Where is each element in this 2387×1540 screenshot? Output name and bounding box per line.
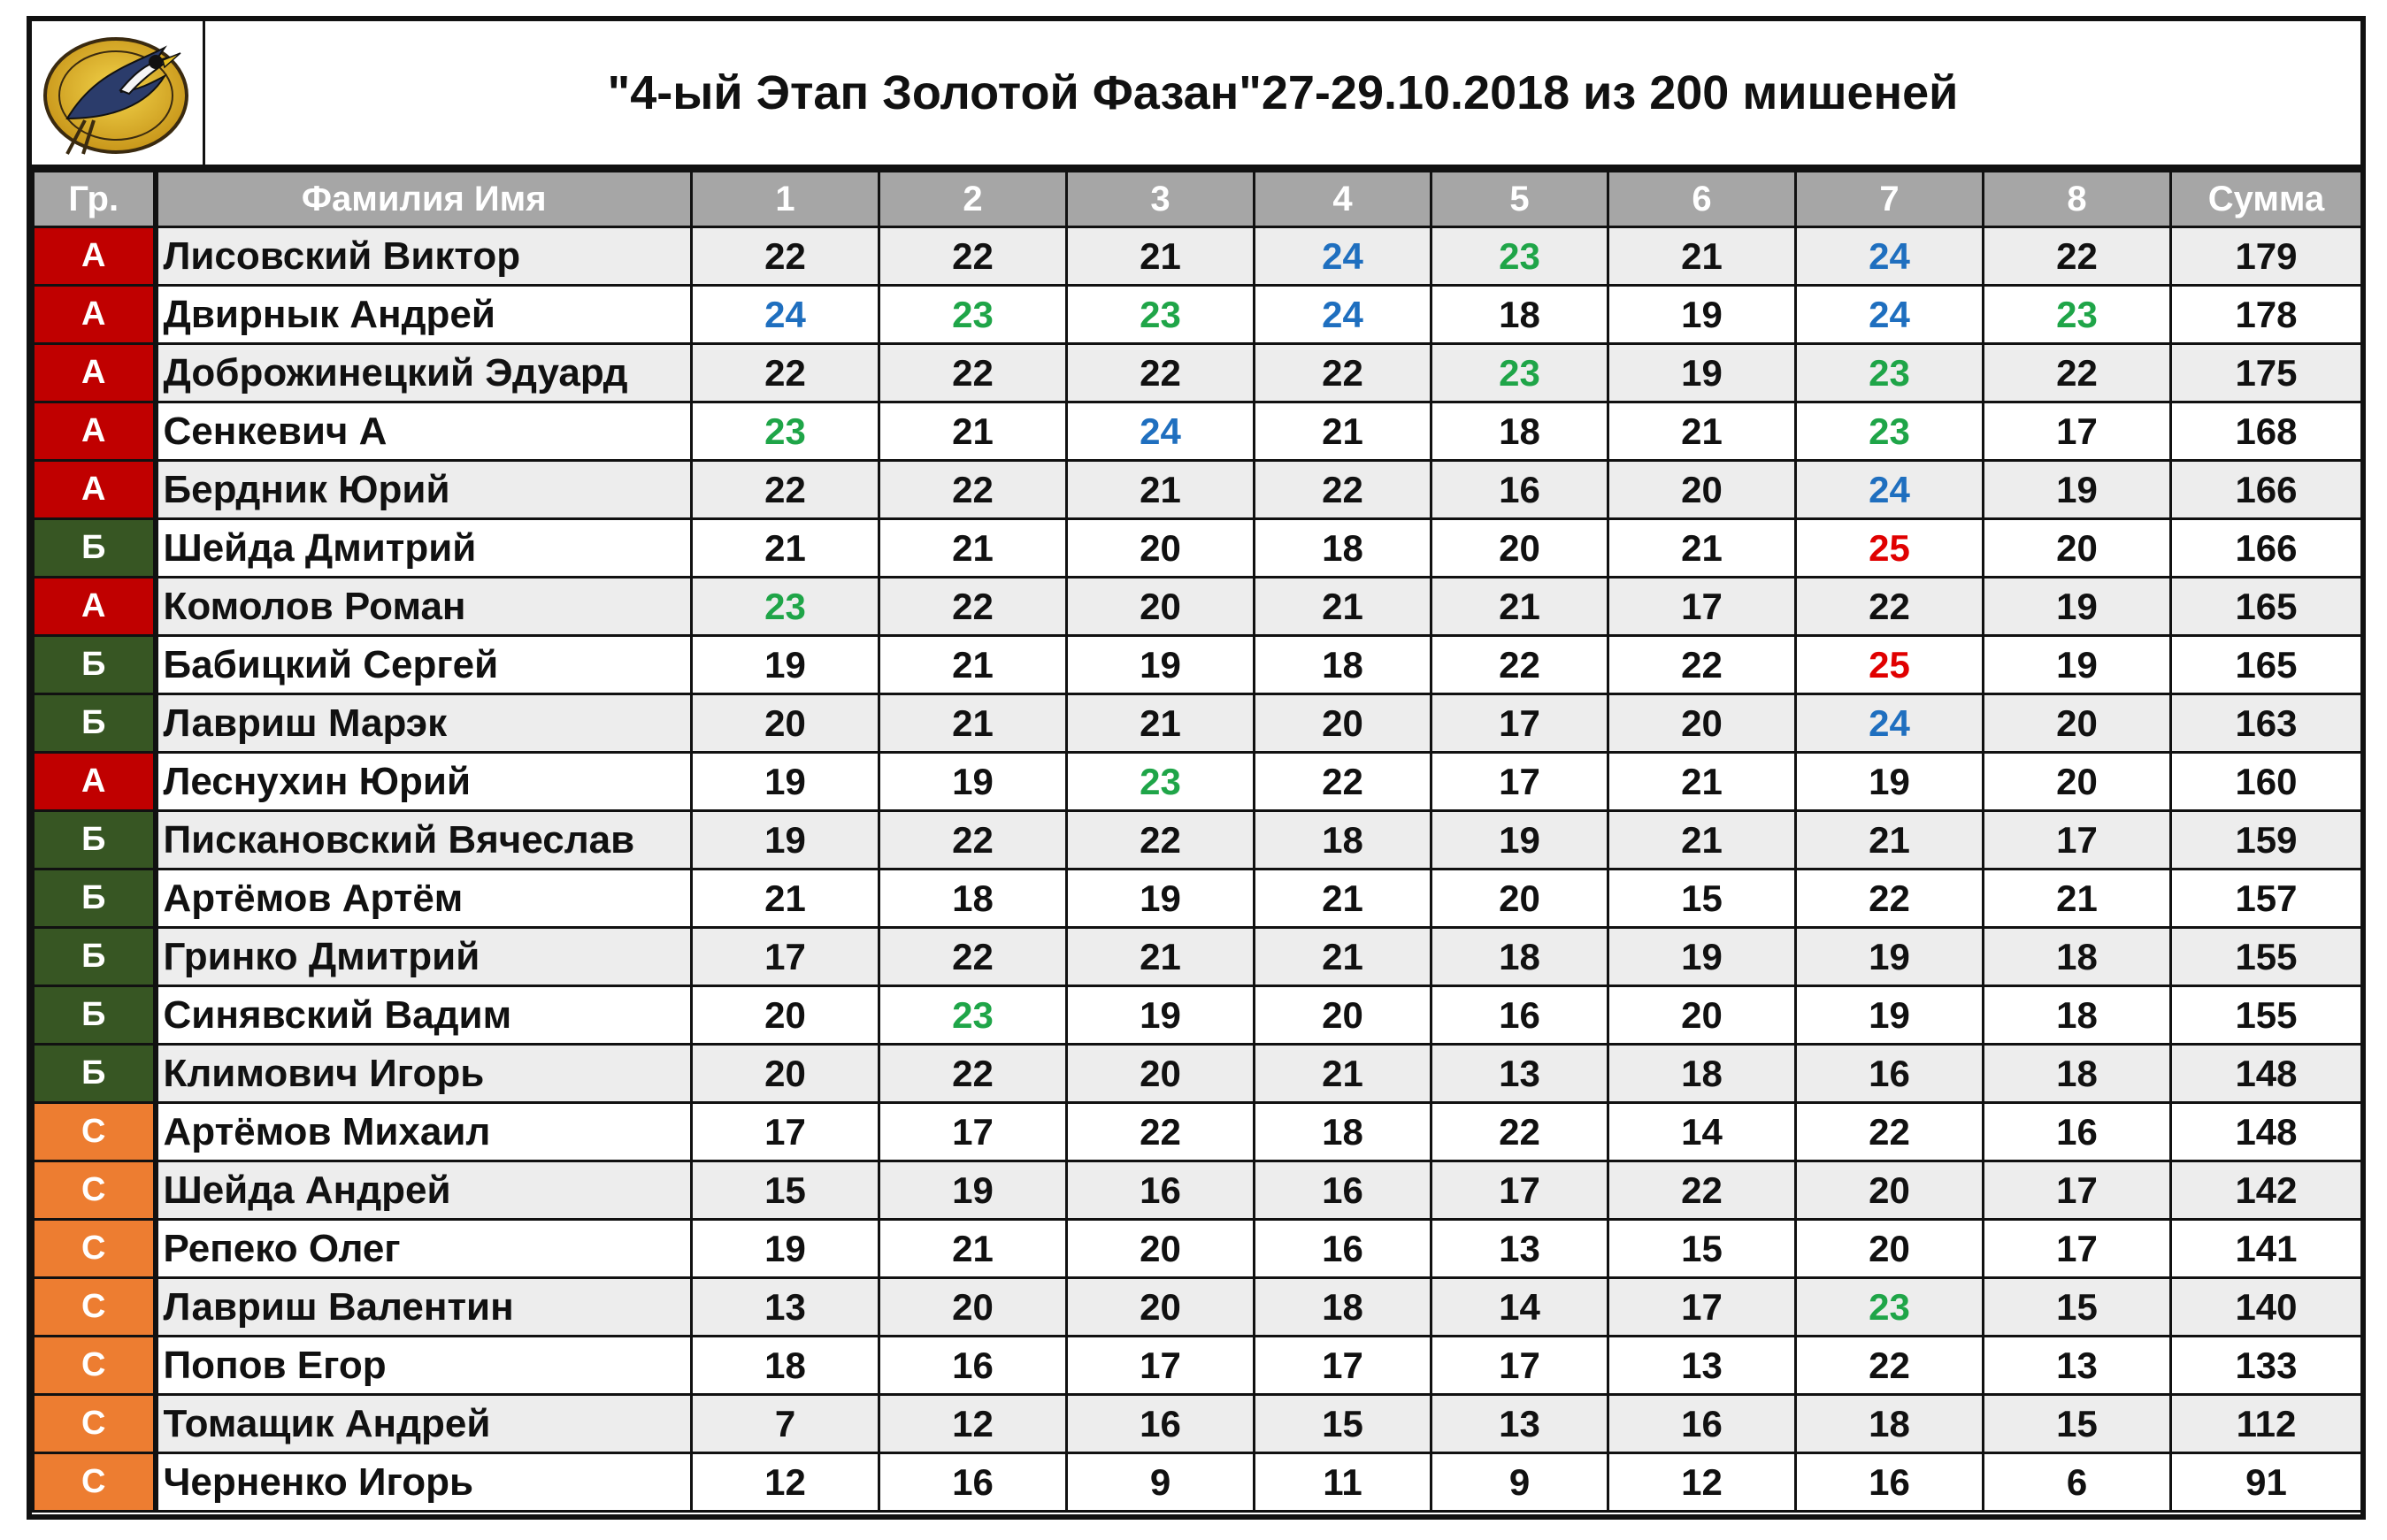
shooter-name: Артёмов Артём — [156, 870, 692, 928]
group-badge: А — [34, 578, 156, 636]
total-cell: 179 — [2171, 227, 2362, 286]
total-cell: 91 — [2171, 1453, 2362, 1512]
score-cell: 20 — [1067, 578, 1255, 636]
score-cell: 20 — [1431, 519, 1608, 578]
score-cell: 20 — [1608, 986, 1796, 1045]
total-cell: 155 — [2171, 928, 2362, 986]
score-cell: 22 — [692, 227, 879, 286]
score-cell: 18 — [1255, 1103, 1431, 1161]
score-cell: 18 — [1431, 286, 1608, 344]
score-cell: 20 — [1796, 1161, 1984, 1220]
group-badge: С — [34, 1453, 156, 1512]
score-cell: 24 — [1255, 286, 1431, 344]
page-title: "4-ый Этап Золотой Фазан"27-29.10.2018 из 200 мишеней — [607, 66, 1959, 119]
score-cell: 20 — [1067, 1278, 1255, 1337]
shooter-name: Доброжинецкий Эдуард — [156, 344, 692, 402]
group-badge: С — [34, 1395, 156, 1453]
score-cell: 13 — [1608, 1337, 1796, 1395]
score-cell: 17 — [1984, 402, 2171, 461]
score-cell: 21 — [1608, 402, 1796, 461]
score-cell: 21 — [879, 636, 1067, 694]
shooter-name: Гринко Дмитрий — [156, 928, 692, 986]
table-row — [34, 928, 2362, 986]
results-table — [32, 170, 2363, 1513]
shooter-name: Комолов Роман — [156, 578, 692, 636]
score-cell: 24 — [1796, 694, 1984, 753]
total-cell: 168 — [2171, 402, 2362, 461]
score-cell: 17 — [1431, 1161, 1608, 1220]
score-cell: 21 — [1067, 928, 1255, 986]
shooter-name: Попов Егор — [156, 1337, 692, 1395]
group-badge: С — [34, 1103, 156, 1161]
score-cell: 20 — [1608, 461, 1796, 519]
score-cell: 20 — [879, 1278, 1067, 1337]
score-cell: 22 — [1984, 227, 2171, 286]
score-cell: 19 — [1796, 753, 1984, 811]
group-badge: С — [34, 1337, 156, 1395]
table-row — [34, 753, 2362, 811]
results-sheet — [27, 16, 2366, 1520]
table-row — [34, 227, 2362, 286]
total-cell: 159 — [2171, 811, 2362, 870]
score-cell: 18 — [1255, 519, 1431, 578]
total-cell: 178 — [2171, 286, 2362, 344]
score-cell: 22 — [1796, 1103, 1984, 1161]
group-badge: А — [34, 286, 156, 344]
shooter-name: Черненко Игорь — [156, 1453, 692, 1512]
score-cell: 16 — [1984, 1103, 2171, 1161]
score-cell: 15 — [1255, 1395, 1431, 1453]
score-cell: 18 — [1431, 928, 1608, 986]
score-cell: 21 — [692, 870, 879, 928]
score-cell: 24 — [1255, 227, 1431, 286]
score-cell: 13 — [1431, 1045, 1608, 1103]
score-cell: 19 — [692, 636, 879, 694]
score-cell: 18 — [879, 870, 1067, 928]
score-cell: 18 — [1255, 1278, 1431, 1337]
score-cell: 17 — [1984, 1220, 2171, 1278]
table-row — [34, 344, 2362, 402]
group-badge: А — [34, 402, 156, 461]
shooter-name: Лисовский Виктор — [156, 227, 692, 286]
table-row — [34, 811, 2362, 870]
score-cell: 13 — [1431, 1220, 1608, 1278]
group-badge: С — [34, 1278, 156, 1337]
group-badge: Б — [34, 1045, 156, 1103]
score-cell: 19 — [1608, 286, 1796, 344]
score-cell: 13 — [1431, 1395, 1608, 1453]
score-cell: 16 — [1796, 1453, 1984, 1512]
score-cell: 22 — [879, 1045, 1067, 1103]
score-cell: 13 — [1984, 1337, 2171, 1395]
score-cell: 24 — [1796, 461, 1984, 519]
score-cell: 18 — [1255, 636, 1431, 694]
score-cell: 23 — [879, 986, 1067, 1045]
score-cell: 17 — [692, 1103, 879, 1161]
score-cell: 16 — [879, 1453, 1067, 1512]
score-cell: 21 — [1255, 1045, 1431, 1103]
table-row — [34, 286, 2362, 344]
score-cell: 16 — [1255, 1220, 1431, 1278]
shooter-name: Бабицкий Сергей — [156, 636, 692, 694]
table-row — [34, 1278, 2362, 1337]
score-cell: 21 — [1431, 578, 1608, 636]
score-cell: 21 — [1255, 578, 1431, 636]
total-cell: 166 — [2171, 461, 2362, 519]
group-badge: Б — [34, 694, 156, 753]
header-group: Гр. — [34, 172, 156, 227]
score-cell: 22 — [1255, 461, 1431, 519]
score-cell: 16 — [879, 1337, 1067, 1395]
table-row — [34, 1453, 2362, 1512]
header-row — [34, 172, 2362, 227]
total-cell: 140 — [2171, 1278, 2362, 1337]
header-series-4: 4 — [1255, 172, 1431, 227]
total-cell: 141 — [2171, 1220, 2362, 1278]
score-cell: 12 — [692, 1453, 879, 1512]
shooter-name: Пискановский Вячеслав — [156, 811, 692, 870]
total-cell: 133 — [2171, 1337, 2362, 1395]
total-cell: 165 — [2171, 636, 2362, 694]
score-cell: 16 — [1431, 986, 1608, 1045]
score-cell: 18 — [1431, 402, 1608, 461]
score-cell: 18 — [1796, 1395, 1984, 1453]
score-cell: 21 — [1255, 870, 1431, 928]
score-cell: 19 — [1608, 928, 1796, 986]
score-cell: 16 — [1796, 1045, 1984, 1103]
header-series-5: 5 — [1431, 172, 1608, 227]
shooter-name: Сенкевич А — [156, 402, 692, 461]
table-row — [34, 402, 2362, 461]
total-cell: 163 — [2171, 694, 2362, 753]
score-cell: 12 — [1608, 1453, 1796, 1512]
shooter-name: Томащик Андрей — [156, 1395, 692, 1453]
score-cell: 21 — [1067, 694, 1255, 753]
score-cell: 20 — [1984, 753, 2171, 811]
score-cell: 20 — [1431, 870, 1608, 928]
score-cell: 22 — [879, 227, 1067, 286]
group-badge: Б — [34, 870, 156, 928]
score-cell: 18 — [1984, 1045, 2171, 1103]
header-series-1: 1 — [692, 172, 879, 227]
table-row — [34, 870, 2362, 928]
score-cell: 21 — [1067, 227, 1255, 286]
group-badge: Б — [34, 519, 156, 578]
score-cell: 7 — [692, 1395, 879, 1453]
score-cell: 23 — [1796, 402, 1984, 461]
group-badge: Б — [34, 928, 156, 986]
group-badge: Б — [34, 636, 156, 694]
score-cell: 21 — [1608, 519, 1796, 578]
logo-box — [32, 21, 205, 165]
score-cell: 19 — [692, 753, 879, 811]
score-cell: 20 — [1796, 1220, 1984, 1278]
score-cell: 15 — [1984, 1395, 2171, 1453]
score-cell: 17 — [1431, 1337, 1608, 1395]
score-cell: 23 — [1431, 227, 1608, 286]
score-cell: 16 — [1431, 461, 1608, 519]
score-cell: 20 — [1067, 519, 1255, 578]
score-cell: 21 — [879, 1220, 1067, 1278]
score-cell: 19 — [1067, 986, 1255, 1045]
score-cell: 21 — [1608, 811, 1796, 870]
score-cell: 17 — [692, 928, 879, 986]
score-cell: 22 — [1984, 344, 2171, 402]
table-row — [34, 1045, 2362, 1103]
score-cell: 21 — [692, 519, 879, 578]
score-cell: 16 — [1067, 1395, 1255, 1453]
score-cell: 20 — [1984, 694, 2171, 753]
score-cell: 19 — [692, 1220, 879, 1278]
score-cell: 15 — [1984, 1278, 2171, 1337]
group-badge: С — [34, 1161, 156, 1220]
score-cell: 22 — [1255, 753, 1431, 811]
score-cell: 23 — [1431, 344, 1608, 402]
score-cell: 17 — [1984, 811, 2171, 870]
score-cell: 25 — [1796, 519, 1984, 578]
results-body — [34, 227, 2362, 1512]
score-cell: 19 — [1796, 928, 1984, 986]
score-cell: 19 — [1431, 811, 1608, 870]
header-series-2: 2 — [879, 172, 1067, 227]
score-cell: 14 — [1608, 1103, 1796, 1161]
header-name: Фамилия Имя — [156, 172, 692, 227]
score-cell: 19 — [1984, 578, 2171, 636]
score-cell: 22 — [1067, 1103, 1255, 1161]
table-row — [34, 694, 2362, 753]
score-cell: 17 — [1984, 1161, 2171, 1220]
total-cell: 155 — [2171, 986, 2362, 1045]
score-cell: 19 — [1984, 461, 2171, 519]
score-cell: 22 — [1796, 1337, 1984, 1395]
score-cell: 19 — [692, 811, 879, 870]
table-row — [34, 1220, 2362, 1278]
score-cell: 22 — [1796, 578, 1984, 636]
score-cell: 23 — [1067, 286, 1255, 344]
score-cell: 22 — [692, 344, 879, 402]
score-cell: 22 — [1608, 636, 1796, 694]
score-cell: 21 — [1796, 811, 1984, 870]
score-cell: 15 — [1608, 1220, 1796, 1278]
score-cell: 19 — [1608, 344, 1796, 402]
total-cell: 112 — [2171, 1395, 2362, 1453]
score-cell: 23 — [692, 402, 879, 461]
score-cell: 6 — [1984, 1453, 2171, 1512]
score-cell: 17 — [1255, 1337, 1431, 1395]
score-cell: 16 — [1608, 1395, 1796, 1453]
score-cell: 24 — [1796, 286, 1984, 344]
score-cell: 23 — [1984, 286, 2171, 344]
shooter-name: Лавриш Валентин — [156, 1278, 692, 1337]
score-cell: 19 — [1984, 636, 2171, 694]
table-row — [34, 1337, 2362, 1395]
total-cell: 142 — [2171, 1161, 2362, 1220]
score-cell: 23 — [692, 578, 879, 636]
score-cell: 22 — [692, 461, 879, 519]
score-cell: 21 — [879, 519, 1067, 578]
score-cell: 15 — [1608, 870, 1796, 928]
header-series-6: 6 — [1608, 172, 1796, 227]
score-cell: 18 — [1608, 1045, 1796, 1103]
score-cell: 14 — [1431, 1278, 1608, 1337]
shooter-name: Климович Игорь — [156, 1045, 692, 1103]
header-total: Сумма — [2171, 172, 2362, 227]
header-series-8: 8 — [1984, 172, 2171, 227]
table-row — [34, 986, 2362, 1045]
score-cell: 22 — [1255, 344, 1431, 402]
score-cell: 20 — [692, 986, 879, 1045]
total-cell: 165 — [2171, 578, 2362, 636]
score-cell: 22 — [879, 578, 1067, 636]
score-cell: 25 — [1796, 636, 1984, 694]
score-cell: 23 — [1796, 1278, 1984, 1337]
group-badge: А — [34, 753, 156, 811]
score-cell: 20 — [1067, 1220, 1255, 1278]
total-cell: 148 — [2171, 1103, 2362, 1161]
shooter-name: Леснухин Юрий — [156, 753, 692, 811]
score-cell: 22 — [1796, 870, 1984, 928]
table-row — [34, 1395, 2362, 1453]
group-badge: Б — [34, 986, 156, 1045]
score-cell: 9 — [1431, 1453, 1608, 1512]
score-cell: 22 — [879, 928, 1067, 986]
score-cell: 24 — [1067, 402, 1255, 461]
shooter-name: Лавриш Марэк — [156, 694, 692, 753]
total-cell: 157 — [2171, 870, 2362, 928]
score-cell: 17 — [879, 1103, 1067, 1161]
title-row — [32, 21, 2360, 170]
group-badge: Б — [34, 811, 156, 870]
group-badge: А — [34, 461, 156, 519]
score-cell: 17 — [1431, 753, 1608, 811]
score-cell: 23 — [879, 286, 1067, 344]
score-cell: 23 — [1796, 344, 1984, 402]
score-cell: 24 — [1796, 227, 1984, 286]
score-cell: 19 — [879, 753, 1067, 811]
shooter-name: Шейда Андрей — [156, 1161, 692, 1220]
score-cell: 21 — [1255, 402, 1431, 461]
group-badge: А — [34, 227, 156, 286]
shooter-name: Двирнык Андрей — [156, 286, 692, 344]
score-cell: 20 — [692, 1045, 879, 1103]
score-cell: 13 — [692, 1278, 879, 1337]
score-cell: 20 — [1255, 694, 1431, 753]
score-cell: 9 — [1067, 1453, 1255, 1512]
header-series-7: 7 — [1796, 172, 1984, 227]
score-cell: 21 — [1067, 461, 1255, 519]
golden-pheasant-logo-icon — [32, 21, 200, 161]
score-cell: 17 — [1067, 1337, 1255, 1395]
score-cell: 24 — [692, 286, 879, 344]
table-row — [34, 1103, 2362, 1161]
score-cell: 22 — [879, 461, 1067, 519]
total-cell: 148 — [2171, 1045, 2362, 1103]
shooter-name: Шейда Дмитрий — [156, 519, 692, 578]
shooter-name: Репеко Олег — [156, 1220, 692, 1278]
score-cell: 17 — [1608, 1278, 1796, 1337]
score-cell: 15 — [692, 1161, 879, 1220]
score-cell: 16 — [1255, 1161, 1431, 1220]
score-cell: 22 — [1067, 811, 1255, 870]
score-cell: 22 — [1431, 1103, 1608, 1161]
score-cell: 19 — [1796, 986, 1984, 1045]
score-cell: 20 — [692, 694, 879, 753]
score-cell: 17 — [1608, 578, 1796, 636]
score-cell: 20 — [1067, 1045, 1255, 1103]
score-cell: 23 — [1067, 753, 1255, 811]
score-cell: 19 — [1067, 636, 1255, 694]
shooter-name: Артёмов Михаил — [156, 1103, 692, 1161]
score-cell: 18 — [1984, 928, 2171, 986]
group-badge: С — [34, 1220, 156, 1278]
table-row — [34, 519, 2362, 578]
total-cell: 166 — [2171, 519, 2362, 578]
total-cell: 175 — [2171, 344, 2362, 402]
score-cell: 12 — [879, 1395, 1067, 1453]
score-cell: 21 — [1255, 928, 1431, 986]
total-cell: 160 — [2171, 753, 2362, 811]
table-row — [34, 461, 2362, 519]
score-cell: 22 — [1431, 636, 1608, 694]
score-cell: 18 — [692, 1337, 879, 1395]
score-cell: 22 — [879, 811, 1067, 870]
score-cell: 16 — [1067, 1161, 1255, 1220]
score-cell: 18 — [1255, 811, 1431, 870]
score-cell: 21 — [1608, 227, 1796, 286]
score-cell: 20 — [1255, 986, 1431, 1045]
score-cell: 19 — [1067, 870, 1255, 928]
table-row — [34, 636, 2362, 694]
score-cell: 21 — [879, 402, 1067, 461]
score-cell: 20 — [1608, 694, 1796, 753]
group-badge: А — [34, 344, 156, 402]
score-cell: 11 — [1255, 1453, 1431, 1512]
score-cell: 21 — [1608, 753, 1796, 811]
score-cell: 22 — [879, 344, 1067, 402]
score-cell: 17 — [1431, 694, 1608, 753]
table-row — [34, 578, 2362, 636]
score-cell: 19 — [879, 1161, 1067, 1220]
score-cell: 18 — [1984, 986, 2171, 1045]
header-series-3: 3 — [1067, 172, 1255, 227]
score-cell: 22 — [1067, 344, 1255, 402]
score-cell: 21 — [1984, 870, 2171, 928]
shooter-name: Бердник Юрий — [156, 461, 692, 519]
score-cell: 21 — [879, 694, 1067, 753]
table-row — [34, 1161, 2362, 1220]
score-cell: 22 — [1608, 1161, 1796, 1220]
shooter-name: Синявский Вадим — [156, 986, 692, 1045]
score-cell: 20 — [1984, 519, 2171, 578]
